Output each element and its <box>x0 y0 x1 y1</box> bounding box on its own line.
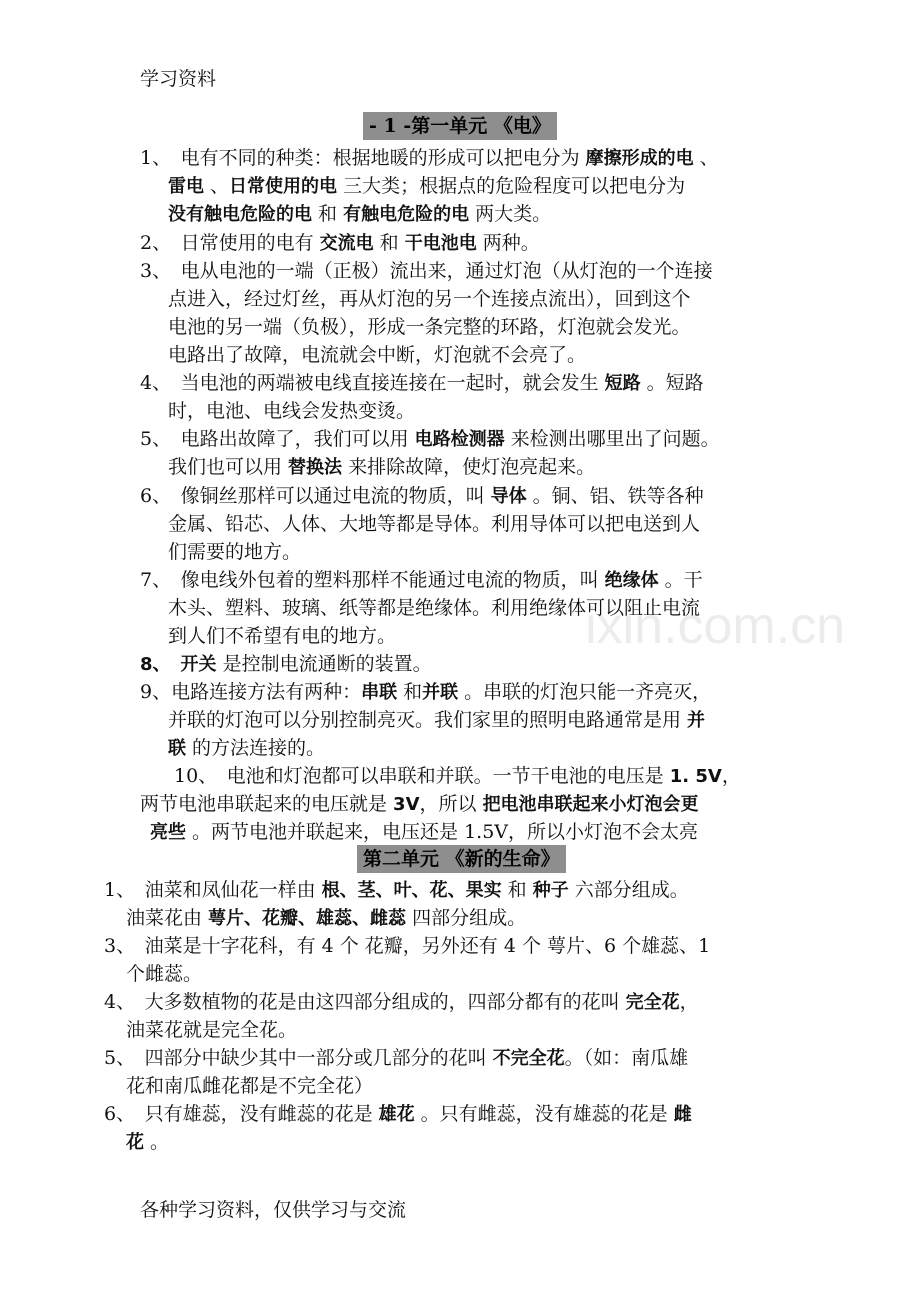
unit2-line <box>126 904 526 933</box>
unit2-line <box>126 1128 169 1157</box>
text-segment: 6、 像铜丝那样可以通过电流的物质，叫 <box>140 485 491 507</box>
text-segment: 点进入，经过灯丝，再从灯泡的另一个连接点流出），回到这个 <box>168 288 691 310</box>
text-segment: 们需要的地方。 <box>168 541 302 563</box>
unit1-line <box>140 425 720 454</box>
keyword: 3V <box>393 794 420 815</box>
text-segment: 5、 电路出故障了，我们可以用 <box>140 428 415 450</box>
keyword: 联 <box>168 738 186 759</box>
keyword: 1. 5V <box>669 766 722 787</box>
unit2-title: 第二单元 《新的生命》 <box>357 845 566 873</box>
text-segment: 3、 油菜是十字花科，有 4 个 花瓣，另外还有 4 个 萼片、6 个雄蕊、1 <box>104 935 711 957</box>
unit1-line <box>168 622 396 650</box>
unit2-line <box>104 876 689 905</box>
text-segment: 油菜花由 <box>126 907 209 929</box>
unit1-line <box>140 144 719 173</box>
keyword: 并联 <box>422 682 459 703</box>
text-segment: 木头、塑料、玻璃、纸等都是绝缘体。利用绝缘体可以阻止电流 <box>168 597 701 619</box>
keyword: 花 <box>126 1132 144 1153</box>
keyword: 雷电 <box>168 176 204 197</box>
keyword: 把电池串联起来小灯泡会更 <box>482 794 699 815</box>
keyword: 不完全花 <box>492 1048 565 1069</box>
unit1-title: - 1 -第一单元 《电》 <box>363 112 557 140</box>
unit1-line <box>140 566 703 595</box>
text-segment: 四部分组成。 <box>406 907 527 929</box>
unit1-line <box>168 200 551 229</box>
text-segment: 9、电路连接方法有两种： <box>140 681 362 703</box>
text-segment: ， <box>679 991 699 1013</box>
text-segment: 2、 日常使用的电有 <box>140 232 320 254</box>
text-segment <box>162 653 181 675</box>
text-segment: 和 <box>501 879 533 901</box>
unit1-line <box>140 369 704 398</box>
text-segment: 1、 油菜和凤仙花一样由 <box>104 879 322 901</box>
keyword: 短路 <box>604 373 641 394</box>
text-segment: 个雌蕊。 <box>126 963 203 985</box>
text-segment: 两节电池串联起来的电压就是 <box>140 793 394 815</box>
keyword: 替换法 <box>288 457 343 478</box>
text-segment: 。只有雌蕊，没有雄蕊的花是 <box>414 1103 674 1125</box>
keyword: 8、 <box>140 654 162 675</box>
keyword: 萼片、花瓣、雄蕊、雌蕊 <box>208 908 407 929</box>
unit1-line <box>140 650 432 679</box>
text-segment: 电池的另一端（负极），形成一条完整的环路，灯泡就会发光。 <box>168 316 691 338</box>
keyword: 亮些 <box>150 822 186 843</box>
keyword: 并 <box>687 710 706 731</box>
unit1-line <box>168 706 705 735</box>
unit2-line <box>104 932 710 960</box>
keyword: 电路检测器 <box>414 429 505 450</box>
text-segment: 7、 像电线外包着的塑料那样不能通过电流的物质，叫 <box>140 569 605 591</box>
text-segment: 。两节电池并联起来，电压还是 1.5V，所以小灯泡不会太亮 <box>186 821 699 843</box>
text-segment: 的方法连接的。 <box>186 737 326 759</box>
keyword: 干电池电 <box>404 233 477 254</box>
unit1-line <box>174 762 741 791</box>
text-segment: 是控制电流通断的装置。 <box>216 653 432 675</box>
text-segment: 我们也可以用 <box>168 456 289 478</box>
text-segment: 两种。 <box>476 232 540 254</box>
text-segment: 电路出了故障，电流就会中断，灯泡就不会亮了。 <box>168 344 587 366</box>
text-segment: 3、 电从电池的一端（正极）流出来，通过灯泡（从灯泡的一个连接 <box>140 260 713 282</box>
text-segment: 并联的灯泡可以分别控制亮灭。我们家里的照明电路通常是用 <box>168 709 688 731</box>
text-segment: 两大类。 <box>469 203 552 225</box>
text-segment: 和 <box>373 232 405 254</box>
text-segment: 六部分组成。 <box>568 879 689 901</box>
keyword: 串联 <box>361 682 398 703</box>
unit1-line <box>168 734 325 763</box>
keyword: 交流电 <box>319 233 374 254</box>
keyword: 绝缘体 <box>604 570 659 591</box>
unit1-line <box>168 594 700 622</box>
unit2-line <box>126 1072 373 1100</box>
unit2-line <box>126 1016 297 1044</box>
watermark: ixin.com.cn <box>585 597 846 655</box>
text-segment: 。短路 <box>640 372 704 394</box>
unit1-line <box>168 172 685 201</box>
text-segment: 、 <box>693 147 719 169</box>
text-segment: 金属、铅芯、人体、大地等都是导体。利用导体可以把电送到人 <box>168 513 701 535</box>
keyword: 种子 <box>532 880 569 901</box>
text-segment: 到人们不希望有电的地方。 <box>168 625 397 647</box>
keyword: 摩擦形成的电 <box>585 148 694 169</box>
keyword: 雄花 <box>378 1104 415 1125</box>
text-segment: 三大类；根据点的危险程度可以把电分为 <box>337 175 686 197</box>
keyword: 完全花 <box>625 992 680 1013</box>
text-segment: 油菜花就是完全花。 <box>126 1019 298 1041</box>
text-segment: ， <box>721 765 741 787</box>
text-segment: 和 <box>397 681 423 703</box>
unit2-line <box>104 1100 692 1129</box>
keyword: 根、茎、叶、花、果实 <box>321 880 502 901</box>
unit2-line <box>126 960 202 988</box>
unit1-line <box>168 313 691 341</box>
text-segment: 。 <box>144 1131 170 1153</box>
unit1-line <box>150 818 698 847</box>
unit1-line <box>140 257 713 285</box>
unit1-line <box>140 229 540 258</box>
text-segment: 和 <box>312 203 344 225</box>
keyword: 日常使用的电 <box>229 176 338 197</box>
text-segment: 5、 四部分中缺少其中一部分或几部分的花叫 <box>104 1047 493 1069</box>
text-segment: 4、 大多数植物的花是由这四部分组成的，四部分都有的花叫 <box>104 991 626 1013</box>
unit1-line <box>168 285 691 313</box>
text-segment: 1、 电有不同的种类：根据地暖的形成可以把电分为 <box>140 147 586 169</box>
text-segment: 4、 当电池的两端被电线直接连接在一起时，就会发生 <box>140 372 605 394</box>
text-segment: 。串联的灯泡只能一齐亮灭， <box>458 681 712 703</box>
unit1-line <box>168 341 586 369</box>
page-footer: 各种学习资料，仅供学习与交流 <box>140 1199 407 1221</box>
text-segment: 时，电池、电线会发热变烫。 <box>168 400 416 422</box>
keyword: 没有触电危险的电 <box>168 204 312 225</box>
unit1-line <box>140 482 704 511</box>
text-segment: 。（如：南瓜雄 <box>564 1047 689 1069</box>
text-segment: 来检测出哪里出了问题。 <box>504 428 720 450</box>
unit1-line <box>140 790 699 819</box>
keyword: 有触电危险的电 <box>343 204 470 225</box>
unit1-line <box>140 678 711 707</box>
text-segment: ，所以 <box>419 793 483 815</box>
unit1-line <box>168 453 595 482</box>
text-segment: 。铜、铝、铁等各种 <box>526 485 704 507</box>
unit1-line <box>168 510 700 538</box>
unit2-line <box>104 988 699 1017</box>
keyword: 雌 <box>673 1104 692 1125</box>
text-segment: 10、 电池和灯泡都可以串联和并联。一节干电池的电压是 <box>174 765 670 787</box>
unit1-line <box>168 397 415 425</box>
text-segment: 。干 <box>658 569 703 591</box>
keyword: 导体 <box>490 486 527 507</box>
page-header: 学习资料 <box>140 68 217 90</box>
keyword: 开关 <box>180 654 217 675</box>
unit2-line <box>104 1044 688 1073</box>
text-segment: 来排除故障，使灯泡亮起来。 <box>342 456 596 478</box>
unit1-line <box>168 538 301 566</box>
text-segment: 花和南瓜雌花都是不完全花） <box>126 1075 374 1097</box>
text-segment: 6、 只有雄蕊，没有雌蕊的花是 <box>104 1103 379 1125</box>
text-segment: 、 <box>204 175 230 197</box>
